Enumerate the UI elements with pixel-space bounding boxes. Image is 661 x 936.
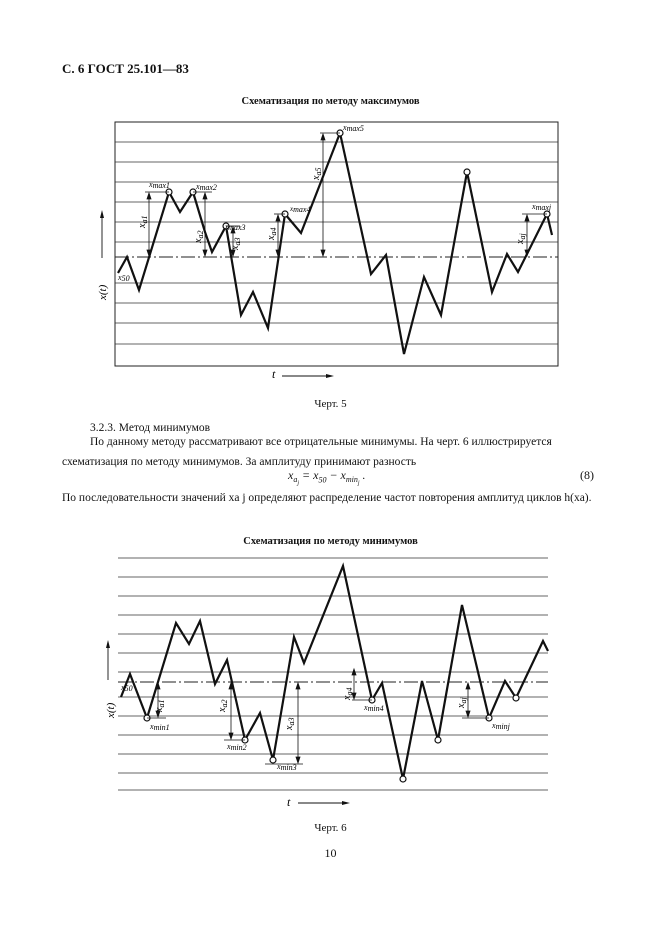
chart1-ylabel: x(t): [97, 284, 109, 300]
chart2-signal: [121, 566, 548, 779]
chart2-title: Схематизация по методу минимумов: [243, 536, 418, 547]
c2-x50-label: x50: [121, 683, 133, 693]
chart2-ylabel: x(t): [105, 702, 117, 718]
page-number: 10: [324, 846, 337, 860]
equation-number: (8): [580, 468, 594, 482]
xmin3-marker: [270, 757, 276, 763]
xmin2-label: xmin2: [227, 742, 247, 752]
xmax1-label: xmax1: [149, 180, 170, 190]
formula-8: $x_{a_j} = x_{50} - x_{min_j}$ .: [288, 468, 366, 487]
page-header: С. 6 ГОСТ 25.101—83: [62, 61, 189, 76]
xmin3-label: xmin3: [277, 762, 297, 772]
chart2-caption: Черт. 6: [314, 822, 347, 834]
xmax5-label: xmax5: [343, 123, 364, 133]
chart1-xlabel: t: [272, 367, 276, 381]
xmin-marker-a: [400, 776, 406, 782]
c2-xa3-label: $x_{a3}$: [284, 717, 296, 730]
xa4-label: $x_{a4}$: [266, 227, 278, 240]
chart1-signal: [118, 133, 552, 354]
xmin1-label: xmin1: [150, 722, 170, 732]
chart1-frame: [115, 122, 558, 366]
xmin-marker-c: [513, 695, 519, 701]
xmax3-label: xmax3: [225, 223, 246, 232]
xa3-label: $x_{a3}$: [230, 237, 242, 250]
chart2-xlabel: t: [287, 795, 291, 809]
section-heading: 3.2.3. Метод минимумов: [90, 422, 211, 434]
xmax4-label: xmax4: [290, 205, 311, 214]
paragraph-2: По последовательности значений xa j определяют распределение частот повторения амплитуд циклов h(xa).: [62, 492, 592, 504]
xmax2-label: xmax2: [196, 182, 217, 192]
chart1-title: Схематизация по методу максимумов: [241, 96, 420, 107]
xa5-label: $x_{a5}$: [311, 167, 323, 180]
x50-label: x50: [118, 273, 130, 283]
paragraph-1: По данному методу рассматривают все отрицательные минимумы. На черт. 6 иллюстрируется схематизация по методу минимумов. За амплитуду принимают разность: [62, 436, 552, 468]
c2-xa4-label: $x_{a4}$: [342, 687, 354, 700]
chart2: [105, 558, 548, 809]
c2-xa2-label: $x_{a2}$: [217, 699, 229, 712]
chart1: [97, 122, 558, 381]
c2-xa1-label: $x_{a1}$: [154, 699, 166, 712]
chart1-grid: [115, 142, 558, 344]
xaj-label: $x_{aj}$: [515, 233, 527, 244]
c2-xaj-label: $x_{aj}$: [456, 697, 468, 708]
xa2-label: $x_{a2}$: [193, 230, 205, 243]
xminj-label: xminj: [492, 721, 510, 731]
chart1-caption: Черт. 5: [314, 398, 347, 410]
xmin-marker-b: [435, 737, 441, 743]
xmaxj-label: xmaxj: [532, 202, 552, 212]
xmax-marker: [464, 169, 470, 175]
xa1-label: $x_{a1}$: [137, 215, 149, 228]
xmin4-label: xmin4: [364, 703, 384, 713]
